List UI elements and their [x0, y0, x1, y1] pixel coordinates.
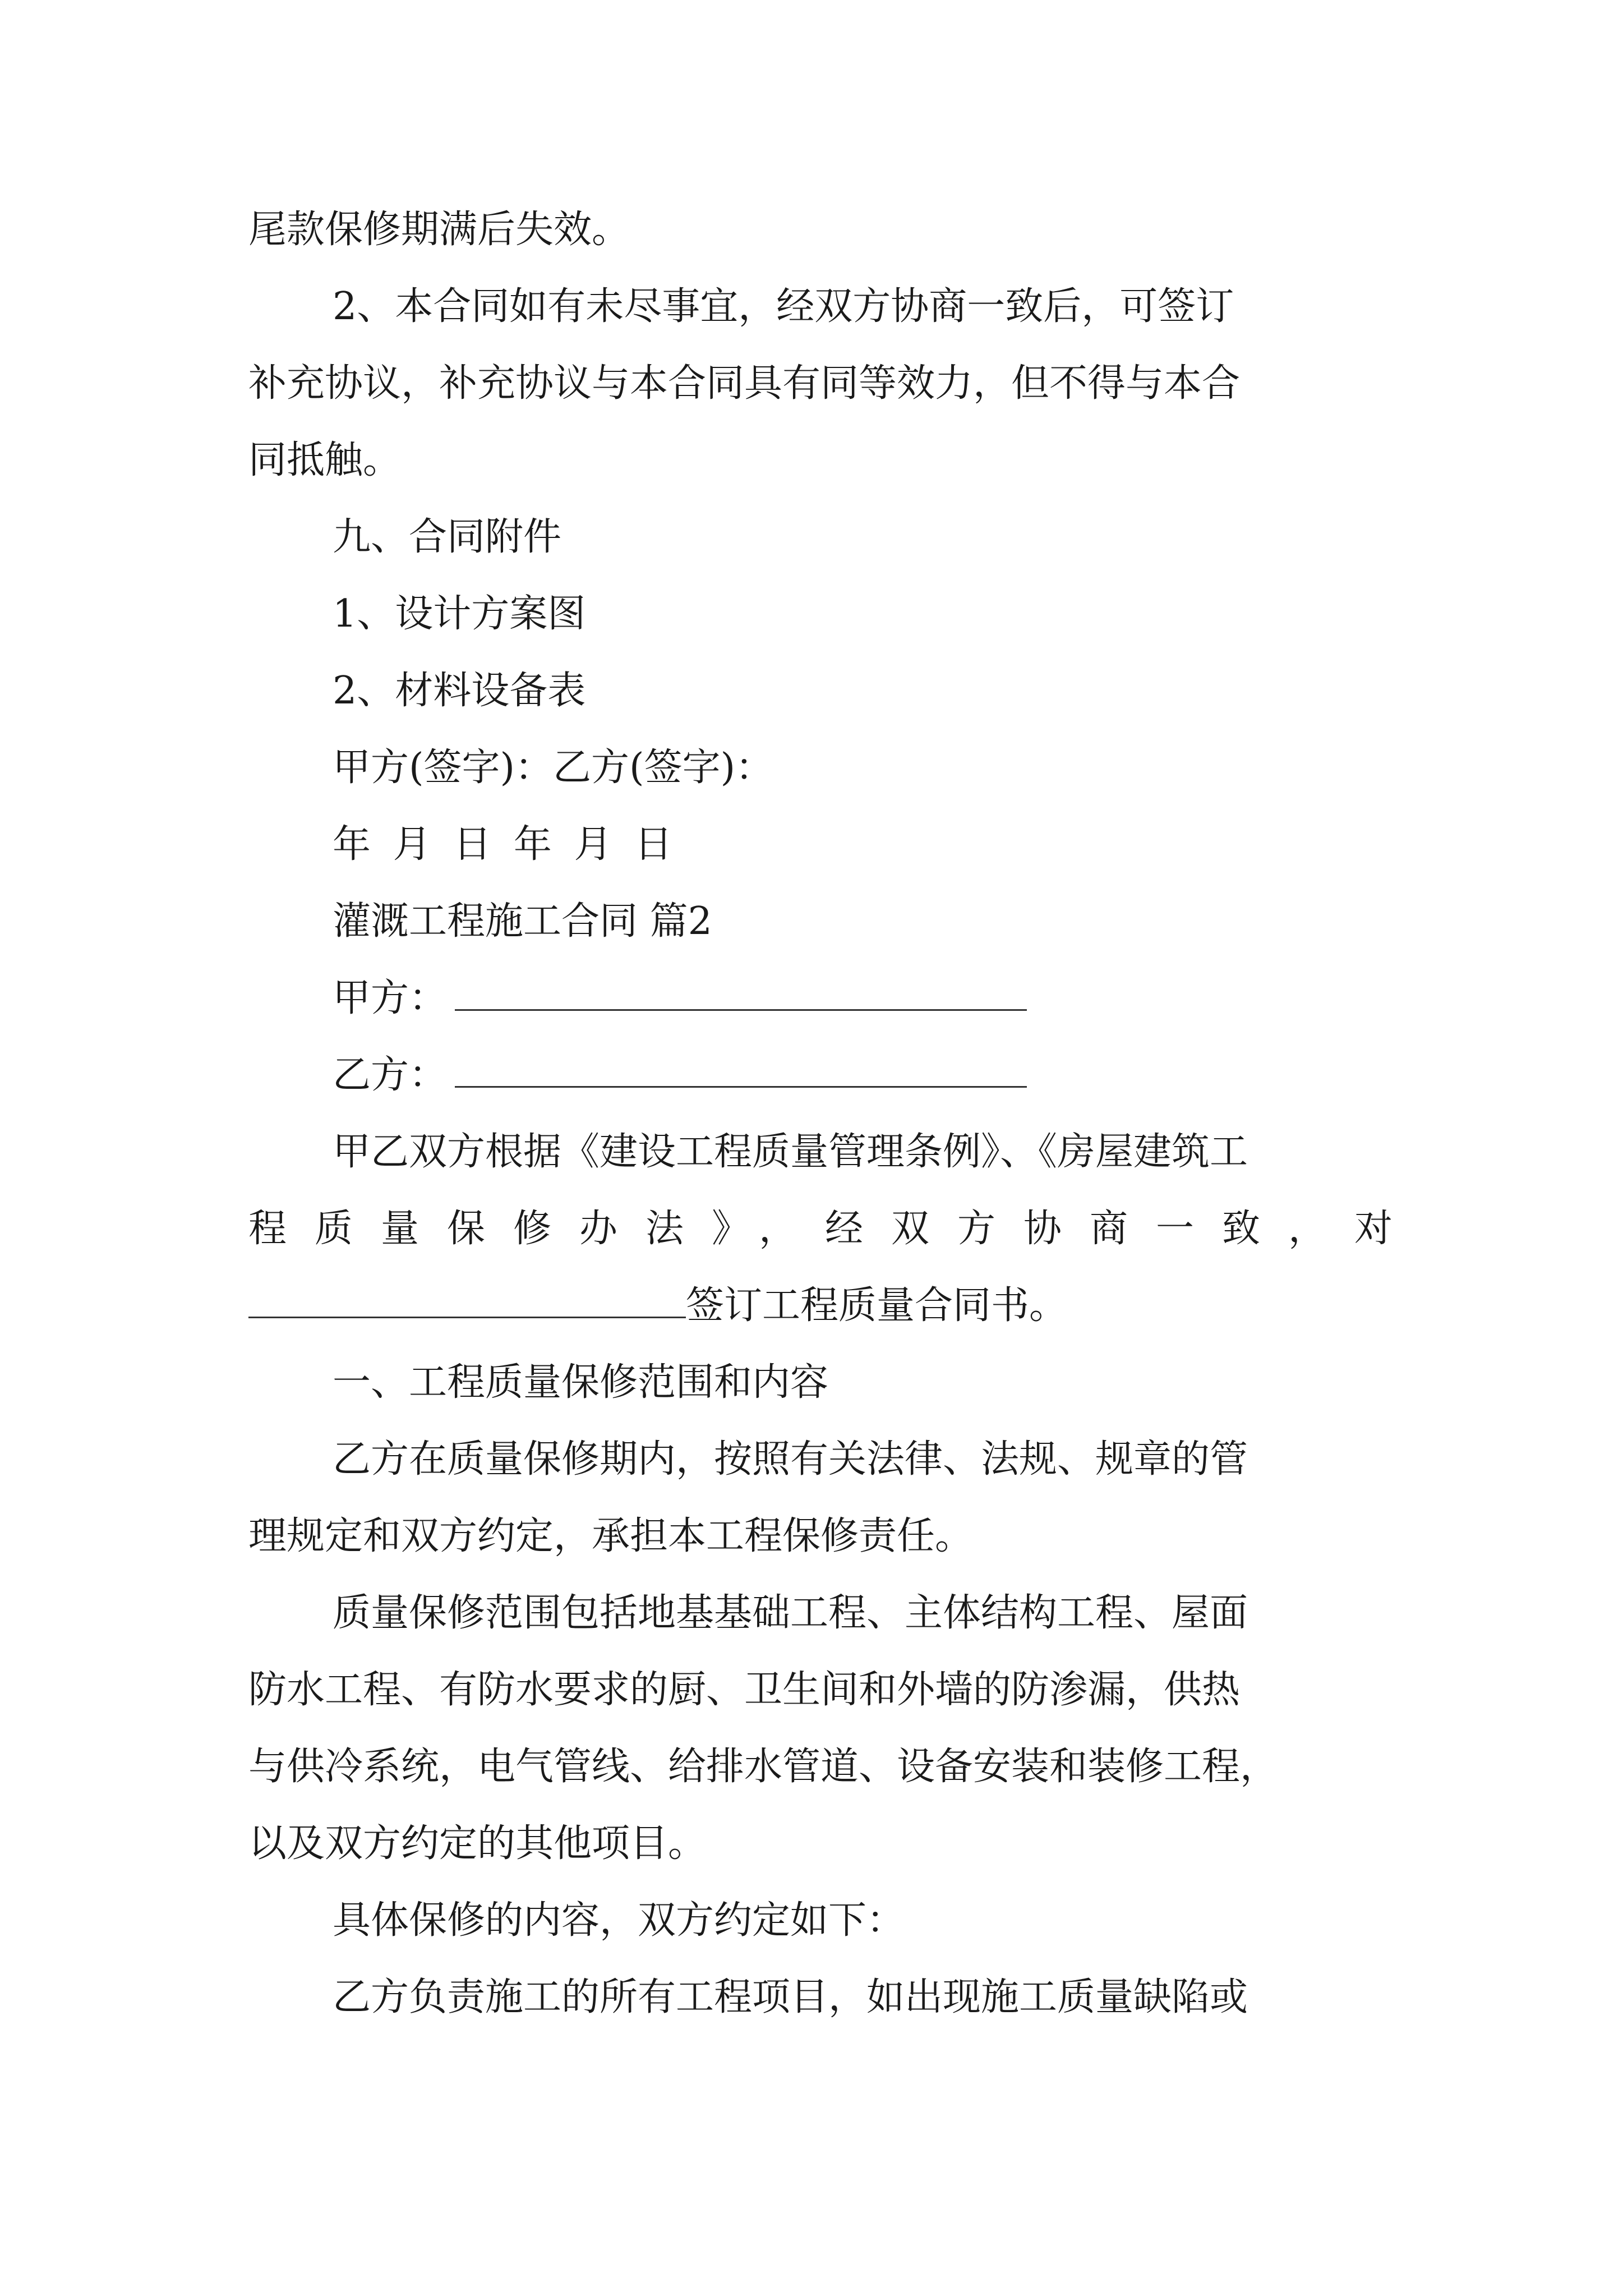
text-line: 补充协议，补充协议与本合同具有同等效力，但不得与本合 [248, 361, 1241, 406]
contract-object-row [248, 1278, 1393, 1334]
text-line: 与供冷系统，电气管线、给排水管道、设备安装和装修工程， [248, 1745, 1279, 1789]
text-line: 2、本合同如有未尽事宜，经双方协商一致后，可签订 [333, 284, 1234, 329]
text-line: 乙方在质量保修期内，按照有关法律、法规、规章的管 [333, 1437, 1248, 1481]
party-b-label: 乙方： [333, 1053, 448, 1097]
party-a-label: 甲方： [333, 976, 448, 1020]
text-line: 质量保修范围包括地基基础工程、主体结构工程、屋面 [333, 1591, 1248, 1635]
party-a-blank [455, 976, 1027, 1011]
party-b-blank [455, 1052, 1027, 1088]
text-line: 防水工程、有防水要求的厨、卫生间和外墙的防渗漏，供热 [248, 1668, 1241, 1712]
date-line: 年 月 日 年 月 日 [333, 822, 673, 867]
text-line: 理规定和双方约定，承担本工程保修责任。 [248, 1514, 974, 1558]
section-heading: 九、合同附件 [333, 515, 562, 559]
text-line: 尾款保修期满后失效。 [248, 208, 630, 252]
party-b-row [248, 1047, 1477, 1103]
contract-title: 灌溉工程施工合同 篇2 [333, 899, 712, 944]
section-heading: 一、工程质量保修范围和内容 [333, 1360, 829, 1405]
text-line: 签订工程质量合同书。 [686, 1283, 1068, 1328]
list-item: 1、设计方案图 [333, 592, 586, 636]
text-line: 以及双方约定的其他项目。 [248, 1821, 707, 1866]
text-line: 同抵触。 [248, 438, 402, 482]
party-a-row [248, 970, 1477, 1027]
text-line: 乙方负责施工的所有工程项目，如出现施工质量缺陷或 [333, 1975, 1248, 2019]
text-line: 甲乙双方根据《建设工程质量管理条例》、《房屋建筑工 [333, 1130, 1248, 1174]
signature-line: 甲方(签字)：乙方(签字)： [333, 746, 774, 790]
contract-object-blank [248, 1283, 686, 1318]
text-line: 程质量保修办法》，经双方协商一致，对 [248, 1207, 1393, 1251]
list-item: 2、材料设备表 [333, 669, 586, 713]
text-line: 具体保修的内容，双方约定如下： [333, 1898, 905, 1943]
